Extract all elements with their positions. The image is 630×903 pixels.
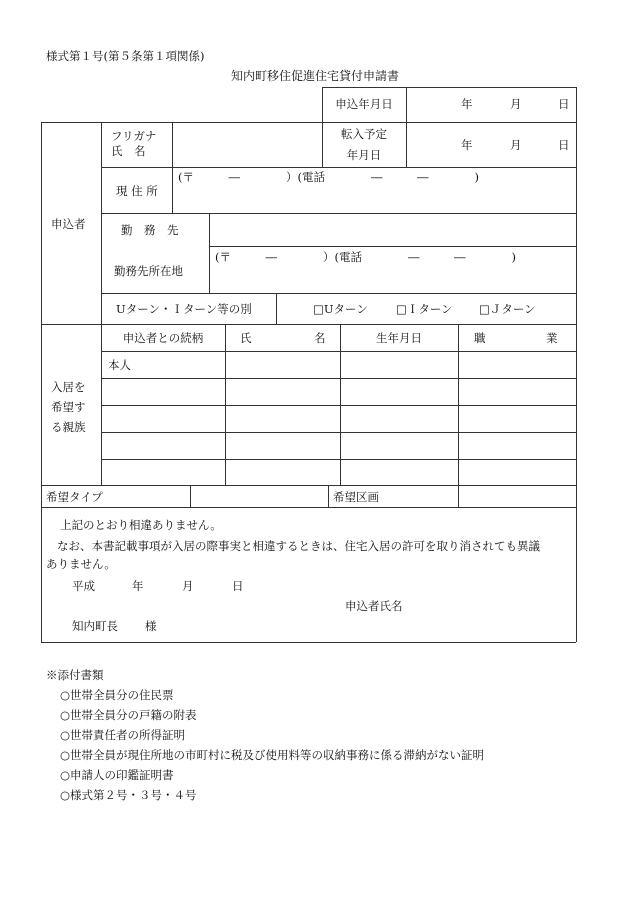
move-in-year: 年 (461, 138, 473, 152)
address-fields[interactable]: (〒 ― ）(電話 ― ― ) (178, 170, 479, 184)
attachment-item: ○世帯責任者の所得証明 (60, 728, 186, 742)
decl-month: 月 (182, 579, 194, 593)
addressee: 知内町長 (72, 619, 118, 633)
honorific: 様 (145, 619, 157, 633)
decl-year: 年 (132, 579, 144, 593)
job-header-a: 職 (474, 331, 486, 345)
address-label: 現 住 所 (116, 184, 158, 198)
apply-date-label: 申込年月日 (335, 97, 393, 111)
uturn-option-i[interactable]: □Ｉターン (396, 302, 453, 316)
name-label: 氏 名 (111, 144, 146, 158)
uturn-option-u[interactable]: □Uターン (313, 302, 368, 316)
move-in-day: 日 (558, 138, 570, 152)
family-label-1: 入居を (51, 380, 86, 394)
area-label: 希望区画 (333, 490, 379, 504)
uturn-label: Uターン・Ｉターン等の別 (116, 302, 252, 316)
declaration-line-1: 上記のとおり相違ありません。 (60, 518, 222, 532)
attachment-item: ○申請人の印鑑証明書 (60, 768, 174, 782)
relation-header: 申込者との続柄 (122, 331, 204, 345)
name-header-b: 名 (314, 331, 326, 345)
family-label-3: る親族 (51, 420, 86, 434)
workplace-address-fields[interactable]: (〒 ― ）(電話 ― ― ) (215, 250, 516, 264)
move-in-label-2: 年月日 (346, 148, 382, 162)
uturn-option-j[interactable]: □Ｊターン (479, 302, 536, 316)
move-in-month: 月 (510, 138, 522, 152)
job-header-b: 業 (546, 331, 558, 345)
form-title: 知内町移住促進住宅貸付申請書 (230, 69, 399, 83)
form-number: 様式第１号(第５条第１項関係) (46, 49, 205, 63)
apply-month: 月 (510, 97, 522, 111)
declaration-line-2: なお、本書記載事項が入居の際事実と相違するときは、住宅入居の許可を取り消されても異議 (57, 539, 540, 553)
applicant-label: 申込者 (51, 217, 86, 231)
family-label-2: 希望す (51, 400, 86, 414)
apply-year: 年 (461, 97, 473, 111)
era-label: 平成 (72, 579, 95, 593)
attachments-title: ※添付書類 (46, 668, 104, 682)
workplace-address-label: 勤務先所在地 (114, 264, 183, 278)
attachment-item: ○世帯全員分の戸籍の附表 (60, 708, 197, 722)
furigana-label: フリガナ (111, 129, 157, 143)
name-header-a: 氏 (240, 331, 252, 345)
decl-day: 日 (232, 579, 244, 593)
workplace-label: 勤 務 先 (121, 223, 179, 237)
declaration-line-3: ありません。 (46, 557, 116, 571)
move-in-label-1: 転入予定 (341, 127, 387, 141)
attachment-item: ○世帯全員が現住所地の市町村に税及び使用料等の収納事務に係る滞納がない証明 (60, 748, 485, 762)
applicant-name-label: 申込者氏名 (345, 599, 403, 613)
attachment-item: ○様式第２号・３号・４号 (60, 788, 197, 802)
attachment-item: ○世帯全員分の住民票 (60, 688, 174, 702)
type-label: 希望タイプ (46, 490, 103, 504)
apply-day: 日 (558, 97, 570, 111)
birth-header: 生年月日 (376, 331, 422, 345)
family-row-self: 本人 (108, 358, 131, 372)
